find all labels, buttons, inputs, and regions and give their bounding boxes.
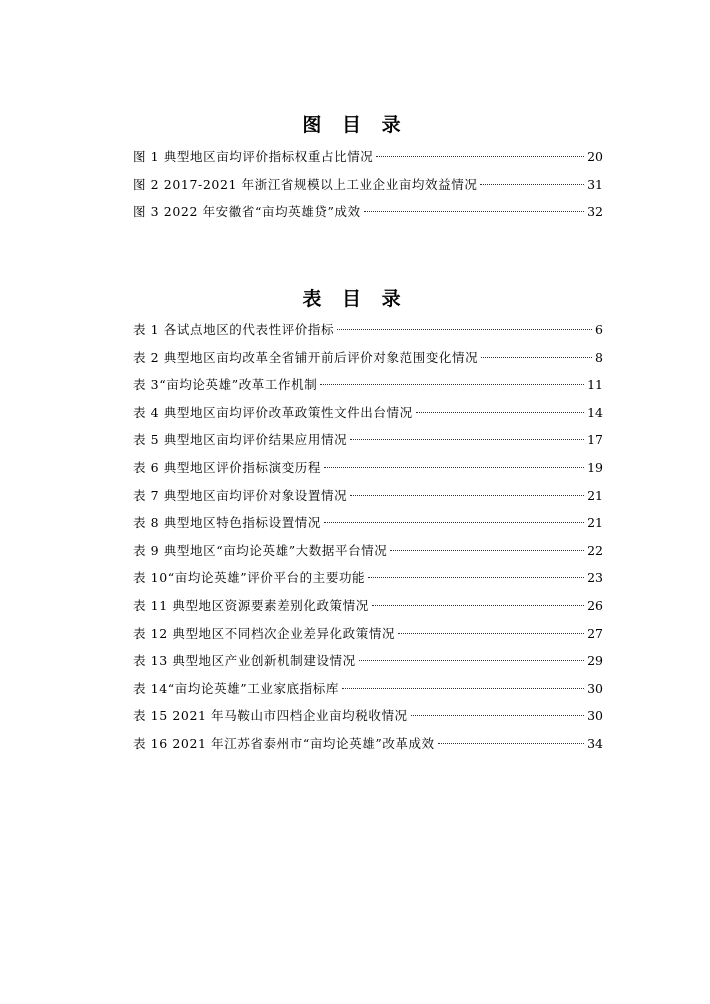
dot-leader [372, 605, 584, 606]
dot-leader [337, 329, 592, 330]
dot-leader [324, 467, 584, 468]
toc-entry-title: 表 11 典型地区资源要素差别化政策情况 [133, 597, 369, 613]
toc-entry-title: 表 2 典型地区亩均改革全省铺开前后评价对象范围变化情况 [133, 349, 479, 365]
toc-entry-page: 19 [587, 459, 603, 475]
dot-leader [481, 357, 592, 358]
toc-entry-table-13[interactable] [133, 647, 603, 675]
toc-entry-table-11[interactable] [133, 592, 603, 620]
toc-entry-title: 表 7 典型地区亩均评价对象设置情况 [133, 487, 348, 503]
toc-entry-page: 6 [595, 322, 603, 337]
dot-leader [390, 550, 584, 551]
dot-leader [368, 577, 584, 578]
toc-entry-title: 表 5 典型地区亩均评价结果应用情况 [133, 432, 348, 448]
toc-entry-table-14[interactable] [133, 675, 603, 703]
toc-entry-figure-1[interactable] [133, 143, 603, 171]
toc-entry-table-10[interactable] [133, 564, 603, 592]
dot-leader [350, 439, 584, 440]
toc-entry-table-3[interactable] [133, 371, 603, 399]
toc-entry-figure-2[interactable] [133, 171, 603, 199]
toc-entry-figure-3[interactable] [133, 198, 603, 226]
toc-entry-page: 26 [587, 597, 603, 613]
toc-entry-page: 14 [587, 404, 603, 420]
dot-leader [438, 743, 584, 744]
toc-entry-table-4[interactable] [133, 399, 603, 427]
toc-entry-table-12[interactable] [133, 620, 603, 648]
toc-entry-title: 图 1 典型地区亩均评价指标权重占比情况 [133, 149, 374, 164]
toc-entry-title: 表 16 2021 年江苏省泰州市“亩均论英雄”改革成效 [133, 735, 435, 751]
toc-entry-page: 21 [587, 515, 603, 531]
toc-entry-page: 29 [587, 653, 603, 669]
toc-entry-page: 17 [587, 432, 603, 448]
dot-leader [416, 412, 584, 413]
toc-entry-table-7[interactable] [133, 482, 603, 510]
toc-entry-title: 表 6 典型地区评价指标演变历程 [133, 459, 322, 475]
dot-leader [324, 522, 584, 523]
dot-leader [398, 633, 584, 634]
toc-entry-page: 32 [587, 204, 603, 220]
toc-entry-title: 表 1 各试点地区的代表性评价指标 [133, 322, 335, 337]
toc-entry-table-6[interactable] [133, 454, 603, 482]
toc-entry-title: 表 15 2021 年马鞍山市四档企业亩均税收情况 [133, 708, 408, 724]
toc-entry-title: 表 9 典型地区“亩均论英雄”大数据平台情况 [133, 542, 388, 558]
dot-leader [411, 715, 584, 716]
toc-entry-title: 表 8 典型地区特色指标设置情况 [133, 515, 322, 531]
toc-entry-table-2[interactable] [133, 344, 603, 372]
dot-leader [364, 211, 584, 212]
toc-entry-table-8[interactable] [133, 509, 603, 537]
dot-leader [376, 156, 584, 157]
figures-heading: 图 目 录 [302, 114, 408, 136]
toc-entry-page: 20 [587, 149, 603, 164]
toc-entry-page: 11 [587, 377, 603, 393]
toc-entry-title: 图 3 2022 年安徽省“亩均英雄贷”成效 [133, 204, 361, 220]
toc-entry-title: 表 3“亩均论英雄”改革工作机制 [133, 377, 318, 393]
toc-entry-table-5[interactable] [133, 426, 603, 454]
toc-entry-title: 表 12 典型地区不同档次企业差异化政策情况 [133, 625, 396, 641]
dot-leader [480, 184, 584, 185]
toc-entry-page: 30 [587, 708, 603, 724]
toc-entry-title: 表 13 典型地区产业创新机制建设情况 [133, 653, 356, 669]
toc-entry-page: 31 [587, 176, 603, 192]
dot-leader [320, 384, 584, 385]
toc-entry-title: 表 10“亩均论英雄”评价平台的主要功能 [133, 570, 366, 586]
toc-entry-table-15[interactable] [133, 702, 603, 730]
toc-entry-title: 表 14“亩均论英雄”工业家底指标库 [133, 680, 339, 696]
toc-entry-page: 27 [587, 625, 603, 641]
figures-list [133, 143, 603, 226]
dot-leader [350, 495, 584, 496]
toc-entry-table-1[interactable] [133, 316, 603, 344]
toc-entry-title: 表 4 典型地区亩均评价改革政策性文件出台情况 [133, 404, 413, 420]
dot-leader [359, 660, 584, 661]
toc-entry-page: 22 [587, 542, 603, 558]
toc-entry-page: 8 [595, 349, 603, 365]
toc-entry-page: 23 [587, 570, 603, 586]
toc-entry-page: 30 [587, 680, 603, 696]
tables-heading: 表 目 录 [302, 288, 408, 310]
dot-leader [342, 688, 584, 689]
toc-entry-table-16[interactable] [133, 730, 603, 758]
toc-entry-table-9[interactable] [133, 537, 603, 565]
toc-entry-title: 图 2 2017-2021 年浙江省规模以上工业企业亩均效益情况 [133, 176, 478, 192]
tables-list [133, 316, 603, 758]
toc-entry-page: 34 [587, 735, 603, 751]
toc-entry-page: 21 [587, 487, 603, 503]
